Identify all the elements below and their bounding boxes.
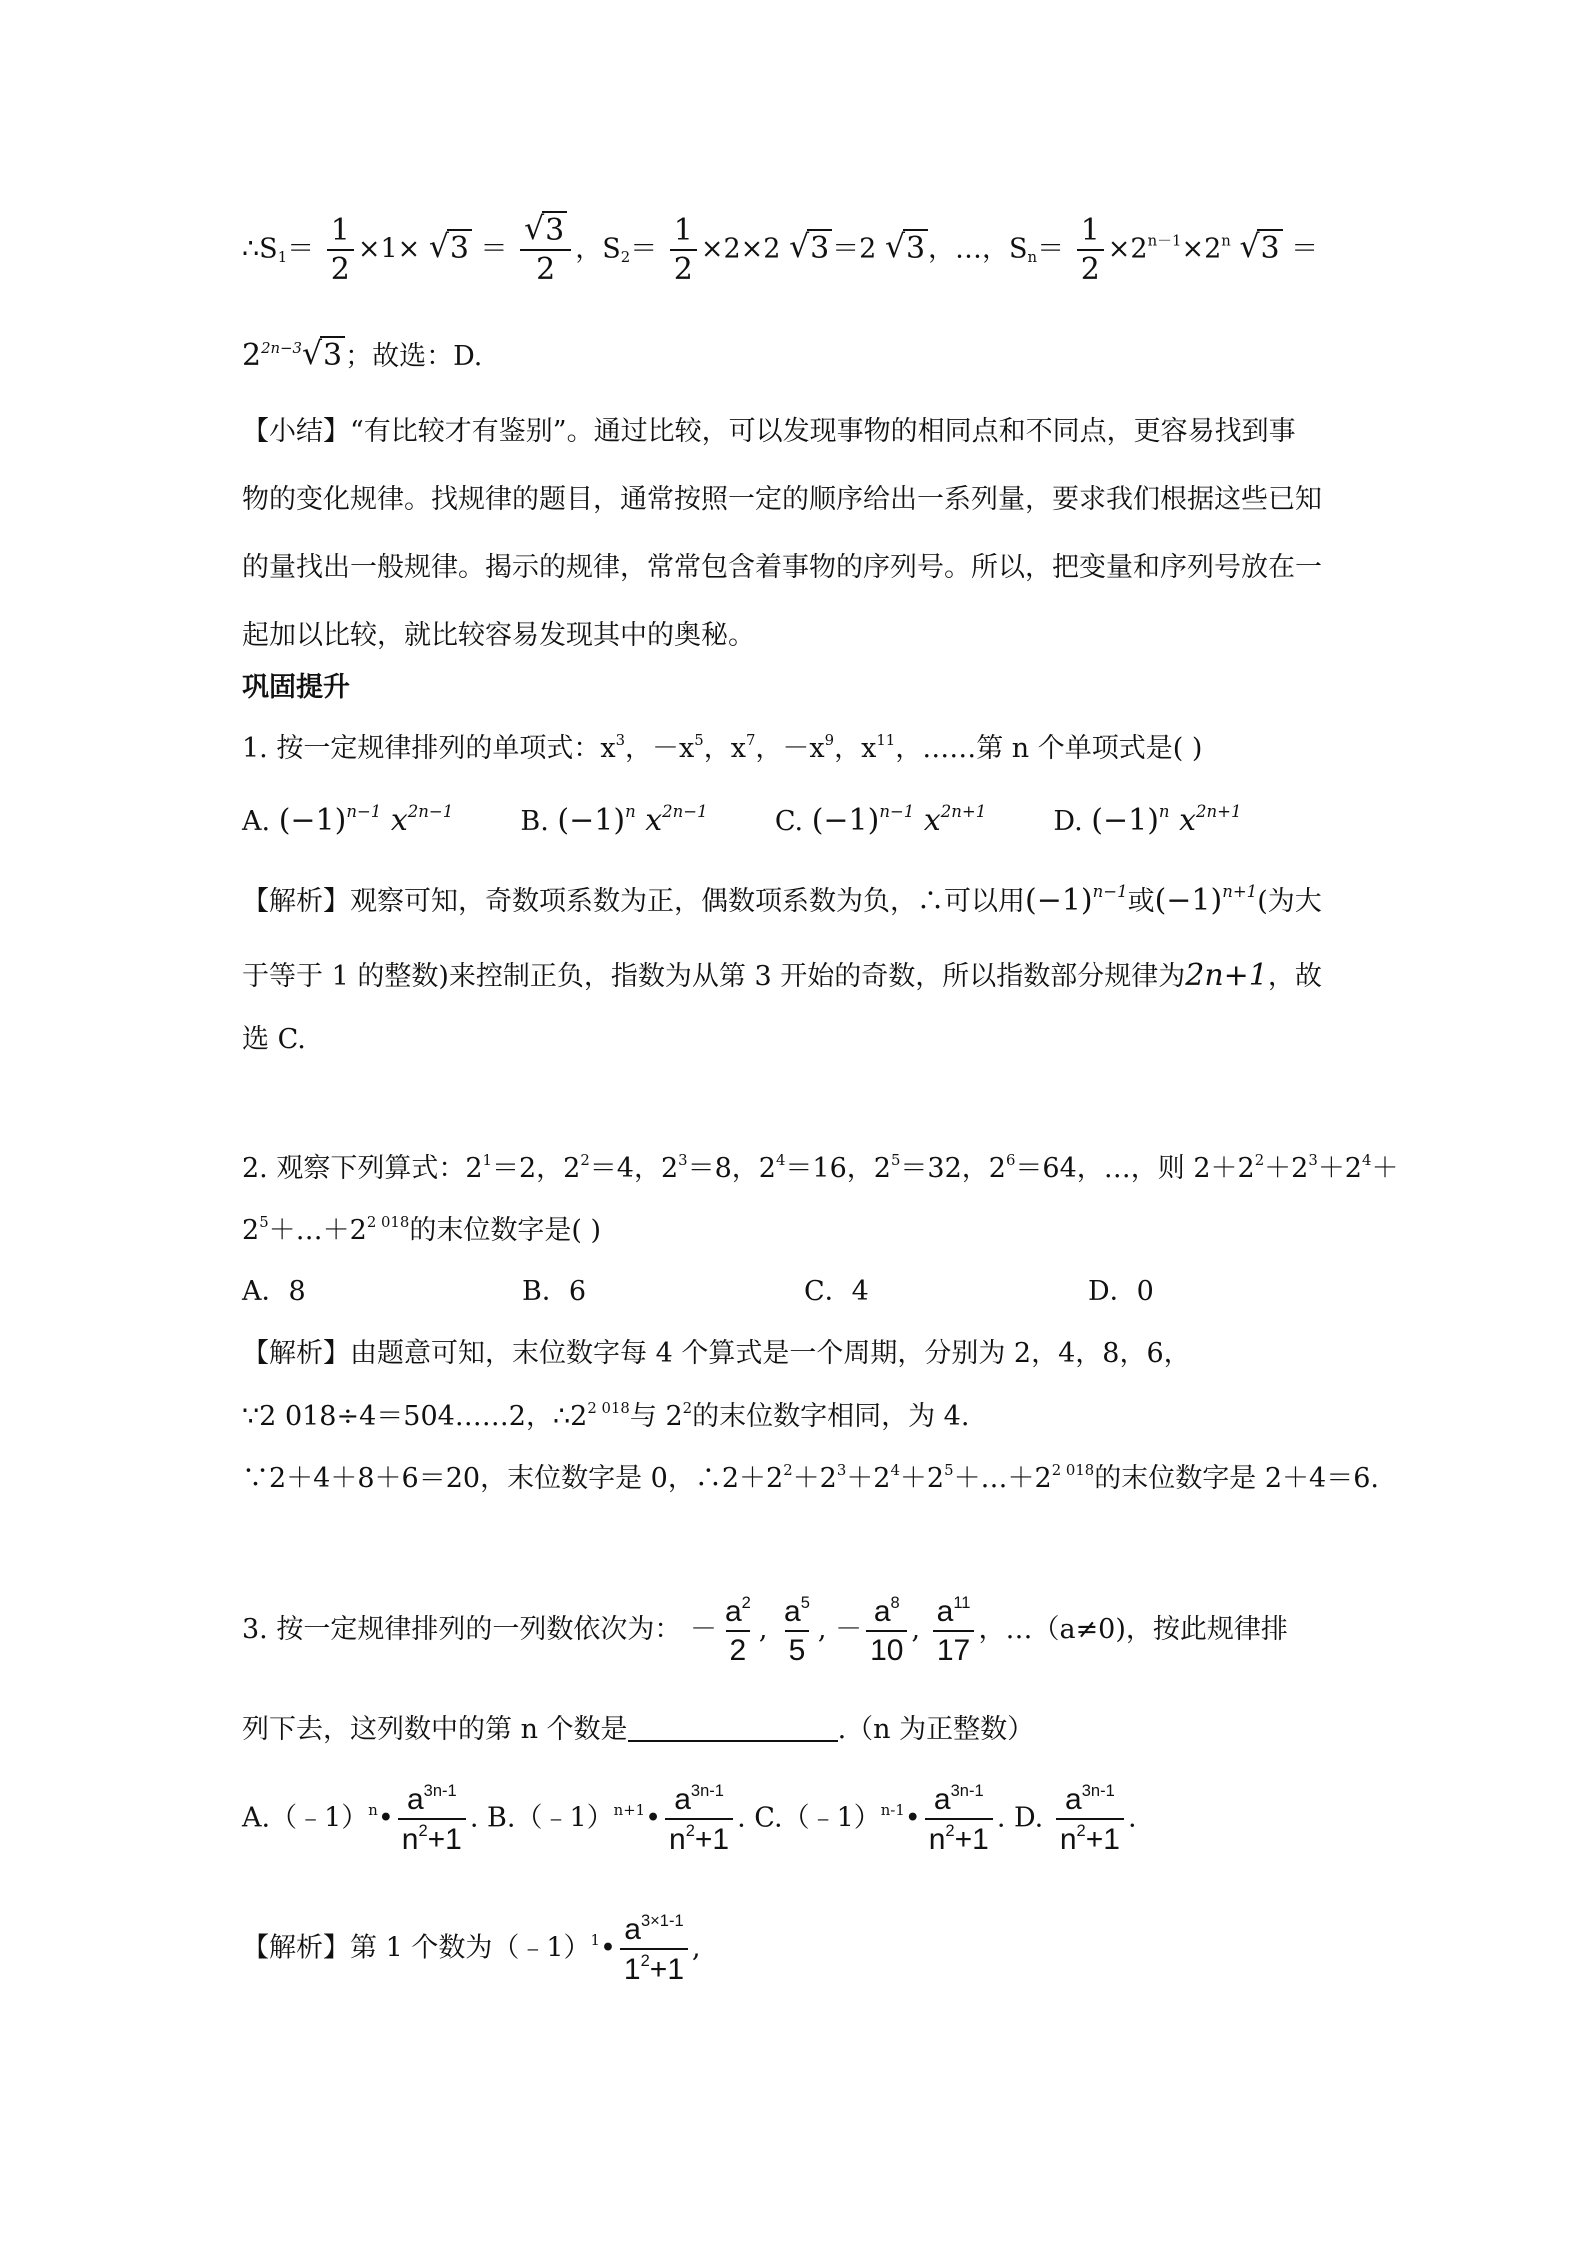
s1-sub: 1 xyxy=(277,247,288,266)
answer-tail: ；故选：D. xyxy=(345,341,483,372)
q3-frac-a: $\frac{a^{3n-1}}{n^2+1}$ xyxy=(398,1782,466,1856)
summary-line-2: 物的变化规律。找规律的题目，通常按照一定的顺序给出一系列量，要求我们根据这些已知 xyxy=(242,484,1322,515)
eq: ＝ xyxy=(287,233,315,265)
area-result-line xyxy=(242,338,482,374)
q1-option-b-expr: $(-1)^n$ $x^{2n-1}$ xyxy=(557,802,708,839)
q1-option-c-expr: $(-1)^{n-1}$ $x^{2n+1}$ xyxy=(811,802,987,839)
q3-frac-b: $\frac{a^{3n-1}}{n^2+1}$ xyxy=(665,1782,733,1856)
q1-analysis-1: 【解析】观察可知，奇数项系数为正，偶数项系数为负，∴可以用$(-1)^{n-1}$或$(-1)^{n+1}$(为大 xyxy=(242,882,1322,919)
sn-sub: n xyxy=(1027,247,1038,266)
eq: ＝ xyxy=(630,233,658,265)
eq: ＝ xyxy=(1037,233,1065,265)
sqrt-3-a: √ 3 xyxy=(429,231,472,267)
times-3: ×2 xyxy=(1107,233,1148,265)
summary-line-3: 的量找出一般规律。揭示的规律，常常包含着事物的序列号。所以，把变量和序列号放在一 xyxy=(242,552,1322,583)
q1-options xyxy=(242,802,1241,839)
q2-stem-1: 2. 观察下列算式：$2^1=2$，$2^2=4$，$2^3=8$，$2^4=16$，$2^5=32$，$2^6=64$，…，则 $2+2^2+2^3+2^4+$ xyxy=(242,1151,1399,1184)
q2-stem-2: $2^5+\dots+2^{2 018}$的末位数字是( ) xyxy=(242,1213,601,1246)
q2-option-b: B．6 xyxy=(522,1276,587,1307)
section-title: 巩固提升 xyxy=(242,672,350,703)
sqrt-3-e: √ 3 xyxy=(302,338,345,374)
eq: ＝ xyxy=(480,233,508,265)
result-base: 2 xyxy=(242,338,262,373)
times-4: ×2 xyxy=(1181,233,1222,265)
q2-option-c: C．4 xyxy=(804,1276,869,1307)
result-exp: 2n−3 xyxy=(261,339,302,358)
frac-half-2: $\frac{1}{2}$ xyxy=(670,214,697,286)
eq: ＝ xyxy=(1291,233,1319,265)
q3-analysis-frac: $\frac{a^{3\times 1-1}}{1^2+1}$ xyxy=(620,1912,688,1986)
q3-stem-2: 列下去，这列数中的第 n 个数是 .（n 为正整数） xyxy=(242,1714,1035,1745)
summary-line-4: 起加以比较，就比较容易发现其中的奥秘。 xyxy=(242,620,755,651)
times-1: ×1× xyxy=(357,233,421,265)
q1-analysis-3: 选 C. xyxy=(242,1024,306,1055)
frac-half-1: $\frac{1}{2}$ xyxy=(327,214,354,286)
area-formula-line xyxy=(242,214,1318,286)
q2-options xyxy=(242,1276,1154,1308)
exp-n-1: n－1 xyxy=(1147,231,1182,250)
eq-2: ＝2 xyxy=(832,233,877,265)
sn-label: ，…，S xyxy=(928,233,1028,265)
sqrt-3-c: √ 3 xyxy=(885,231,928,267)
q3-analysis: 【解析】第 1 个数为（﹣1）$^1$• $\frac{a^{3\times 1-1}}{1^2+1}$ , xyxy=(242,1912,701,1987)
q1-option-a-label: A. xyxy=(242,806,271,838)
q1-option-b-label: B. xyxy=(520,806,549,838)
times-2: ×2×2 xyxy=(700,233,781,265)
frac-half-3: $\frac{1}{2}$ xyxy=(1077,214,1104,286)
summary-line-1: 【小结】“有比较才有鉴别”。通过比较，可以发现事物的相同点和不同点，更容易找到事 xyxy=(242,416,1296,447)
q2-option-d: D．0 xyxy=(1088,1276,1154,1307)
sqrt-3-d: √ 3 xyxy=(1239,231,1282,267)
q1-option-a-expr: $(-1)^{n-1}$ $x^{2n-1}$ xyxy=(278,802,454,839)
s2-label: ，S xyxy=(575,233,621,265)
q2-analysis-2: ∵2 018÷4＝504……2，$\therefore 2^{2 018}$与 $2^2$的末位数字相同，为 4. xyxy=(242,1399,970,1432)
q3-stem-1: 3. 按一定规律排列的一列数依次为： － $\frac{a^2}{2}$ , $\frac{a^5}{5}$ , － $\frac{a^8}{10}$ , $\frac{a^{11}}{17}$ ，…（a≠0)，按此规律排 xyxy=(242,1594,1288,1668)
q1-option-d-expr: $(-1)^n$ $x^{2n+1}$ xyxy=(1091,802,1242,839)
q3-frac-d: $\frac{a^{3n-1}}{n^2+1}$ xyxy=(1056,1782,1124,1856)
answer-blank[interactable] xyxy=(628,1716,838,1742)
q2-analysis-1: 【解析】由题意可知，末位数字每 4 个算式是一个周期，分别为 2，4，8，6， xyxy=(242,1338,1191,1369)
s2-sub: 2 xyxy=(620,247,631,266)
therefore-s: ∴S xyxy=(242,233,278,265)
exp-n: n xyxy=(1221,231,1231,250)
q2-option-a: A．8 xyxy=(242,1276,306,1307)
sqrt-3-b: √ 3 xyxy=(789,231,832,267)
q1-analysis-2: 于等于 1 的整数)来控制正负，指数为从第 3 开始的奇数，所以指数部分规律为2n+1，故 xyxy=(242,958,1322,993)
q1-option-d-label: D. xyxy=(1053,806,1083,838)
q3-frac-c: $\frac{a^{3n-1}}{n^2+1}$ xyxy=(925,1782,993,1856)
q3-options: A.（﹣1）$^n$• $\frac{a^{3n-1}}{n^2+1}$ . B.（﹣1）$^{n+1}$• $\frac{a^{3n-1}}{n^2+1}$ . C.（﹣1）$^{n-1}$• $\frac{a^{3n-1}}{n^2+1}$ . D. $\frac{a^{3n-1}}{n^2+1}$ . xyxy=(242,1782,1137,1857)
frac-root3-over-2: √ $\frac{3}{2}$ xyxy=(520,214,571,286)
q1-stem: 1. 按一定规律排列的单项式：$x^3$，$-x^5$，$x^7$，$-x^9$，$x^{11}$，……第 n 个单项式是( ) xyxy=(242,731,1203,764)
q1-option-c-label: C. xyxy=(774,806,804,838)
q2-analysis-3: ∵2＋4＋8＋6＝20，末位数字是 0，$\therefore 2+2^2+2^3+2^4+2^5+\dots+2^{2 018}$的末位数字是 2＋4＝6. xyxy=(242,1461,1379,1494)
